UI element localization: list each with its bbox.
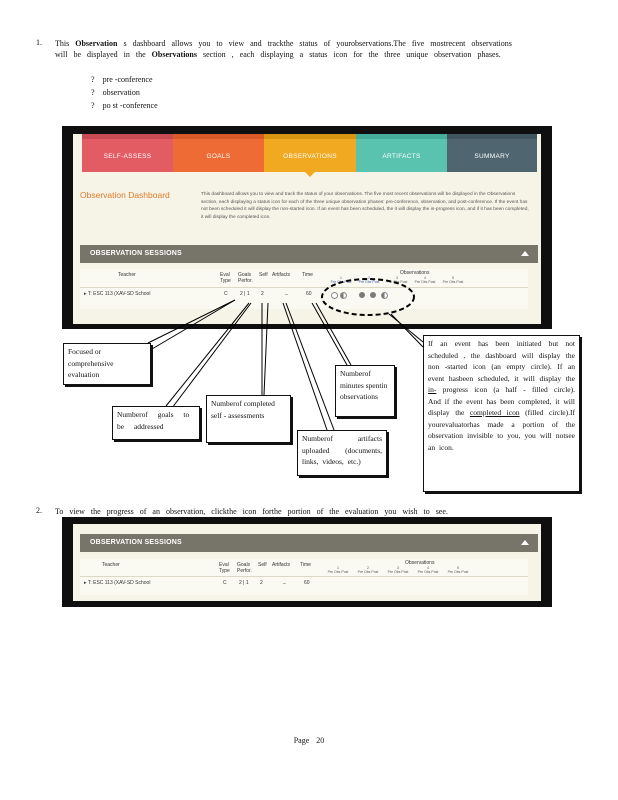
col-goals: Goals Perfor. (238, 272, 253, 284)
row-eval-type: C (223, 580, 227, 586)
sessions-table (80, 559, 528, 595)
phase-item: po st -conference (102, 101, 158, 110)
col-time: Time (302, 272, 313, 278)
callout-minutes: Numberof minutes spentin observations (335, 365, 395, 417)
sessions-screenshot (62, 517, 552, 607)
step-1-observations-bold: Observations (151, 50, 197, 59)
bullet-marker: ? (91, 88, 95, 97)
tab-summary[interactable]: SUMMARY (447, 134, 537, 172)
section-title: OBSERVATION SESSIONS (90, 250, 182, 257)
callout-goals: Numberof goals to be addressed (112, 406, 200, 440)
phase-item: observation (102, 88, 140, 97)
col-teacher: Teacher (118, 272, 136, 278)
col-artifacts: Artifacts (272, 272, 291, 278)
bullet-marker: ? (91, 101, 95, 110)
row-self: 2 (260, 580, 263, 586)
status-text-completed: completed icon (469, 408, 520, 417)
section-title: OBSERVATION SESSIONS (90, 539, 182, 546)
tab-self-assess[interactable]: SELF-ASSESS (82, 134, 173, 172)
obs-sub-2: 2 Pre Obs Post (358, 276, 380, 284)
obs-sub-2: 2 Pre Obs Post (357, 566, 379, 574)
step-1-line1-pre: This (55, 39, 70, 48)
tab-observations[interactable]: OBSERVATIONS (264, 134, 356, 172)
row-eval-type: C (224, 291, 228, 297)
dashboard-heading: Observation Dashboard (80, 190, 170, 200)
col-artifacts: Artifacts (272, 562, 291, 568)
obs-sub-1: 1 Pre Obs Post (330, 276, 352, 284)
col-observations: Observations (400, 270, 430, 276)
step-2-number: 2. (36, 506, 42, 515)
table-row[interactable] (84, 580, 150, 586)
row-goals: 2 | 1 (239, 580, 249, 586)
step-1-number: 1. (36, 38, 42, 47)
col-self: Self (258, 562, 267, 568)
obs-sub-1: 1 Pre Obs Post (327, 566, 349, 574)
row-time: 60 (304, 580, 310, 586)
col-self: Self (259, 272, 268, 278)
callout-artifacts: Numberof artifacts uploaded (documents, links, videos, etc.) (297, 430, 387, 476)
col-eval-type: Eval Type (219, 562, 230, 574)
step-1-line2-rest: section , each displaying a status icon for the three unique observation phases. (203, 50, 501, 59)
col-eval-type: Eval Type (220, 272, 231, 284)
status-text-3: (filled circle).If yourevaluatorhas made a portion of the observation invisible to you, you will notsee an icon. (428, 408, 575, 452)
tab-goals[interactable]: GOALS (173, 134, 264, 172)
row-self: 2 (261, 291, 264, 297)
callout-status-icons (423, 335, 580, 492)
row-artifacts: _ (285, 290, 288, 296)
expand-row-icon[interactable]: ▸ (84, 580, 87, 586)
collapse-icon[interactable] (521, 540, 529, 545)
obs-sub-3: 3 Pre Obs Post (386, 276, 408, 284)
bullet-marker: ? (91, 75, 95, 84)
status-text-in: in- (428, 385, 437, 394)
obs-sub-5: 5 Pre Obs Post (442, 276, 464, 284)
step-2-text: To view the progress of an observation, clickthe icon forthe portion of the evaluation you wish to see. (55, 507, 448, 516)
dashed-ellipse (322, 279, 414, 315)
callout-focused: Focused or comprehensive evaluation (63, 343, 151, 385)
obs-sub-3: 3 Pre Obs Post (387, 566, 409, 574)
col-observations: Observations (405, 560, 435, 566)
col-goals: Goals Perfor. (237, 562, 252, 574)
obs-sub-4: 4 Pre Obs Post (414, 276, 436, 284)
status-text-2: icon (a half - filled circle). And if the event has been completed, it will display the (428, 385, 576, 417)
step-1-observation-bold: Observation (75, 39, 118, 48)
row-teacher: T: ESC 113 (XAV-SD School (87, 580, 151, 586)
tab-artifacts[interactable]: ARTIFACTS (356, 134, 447, 172)
callout-self-assessments: Numberof completed self - assessments (206, 395, 291, 443)
observation-sessions-bar[interactable] (80, 534, 538, 552)
row-artifacts: _ (283, 579, 286, 585)
expand-row-icon[interactable]: ▸ (84, 291, 87, 297)
row-goals: 2 | 1 (240, 291, 250, 297)
step-1-line2-pre: will be displayed in the (55, 50, 146, 59)
row-time: 60 (306, 291, 312, 297)
status-text-1: If an event has been initiated but not scheduled , the dashboard will display the non -started icon (an empty circle). If an event hasbeen scheduled, it will display the (428, 339, 575, 383)
row-teacher: T: ESC 113 (XAV-SD School (87, 291, 151, 297)
col-teacher: Teacher (102, 562, 120, 568)
dashboard-description: This dashboard allows you to view and track the status of your observations. The five most recent observations will be displayed in the Observations section, each displaying a status icon for each of the three unique observation phases: pre-conference, observation, and post-conference. If the event has not been scheduled it will display the non-started icon. If an event has been scheduled, the it will display the in-progress icon, and if it has been completed, it will display the completed icon. (201, 192, 529, 221)
page-number: Page 20 (293, 736, 325, 745)
obs-sub-4: 4 Pre Obs Post (417, 566, 439, 574)
step-1-line1-rest: s dashboard allows you to view and trackthe status of yourobservations.The five mostrecent observations (123, 39, 512, 48)
col-time: Time (300, 562, 311, 568)
phase-item: pre -conference (102, 75, 153, 84)
sessions-panel (73, 524, 541, 601)
obs-sub-5: 5 Pre Obs Post (447, 566, 469, 574)
status-text-progress: progress (442, 385, 468, 394)
